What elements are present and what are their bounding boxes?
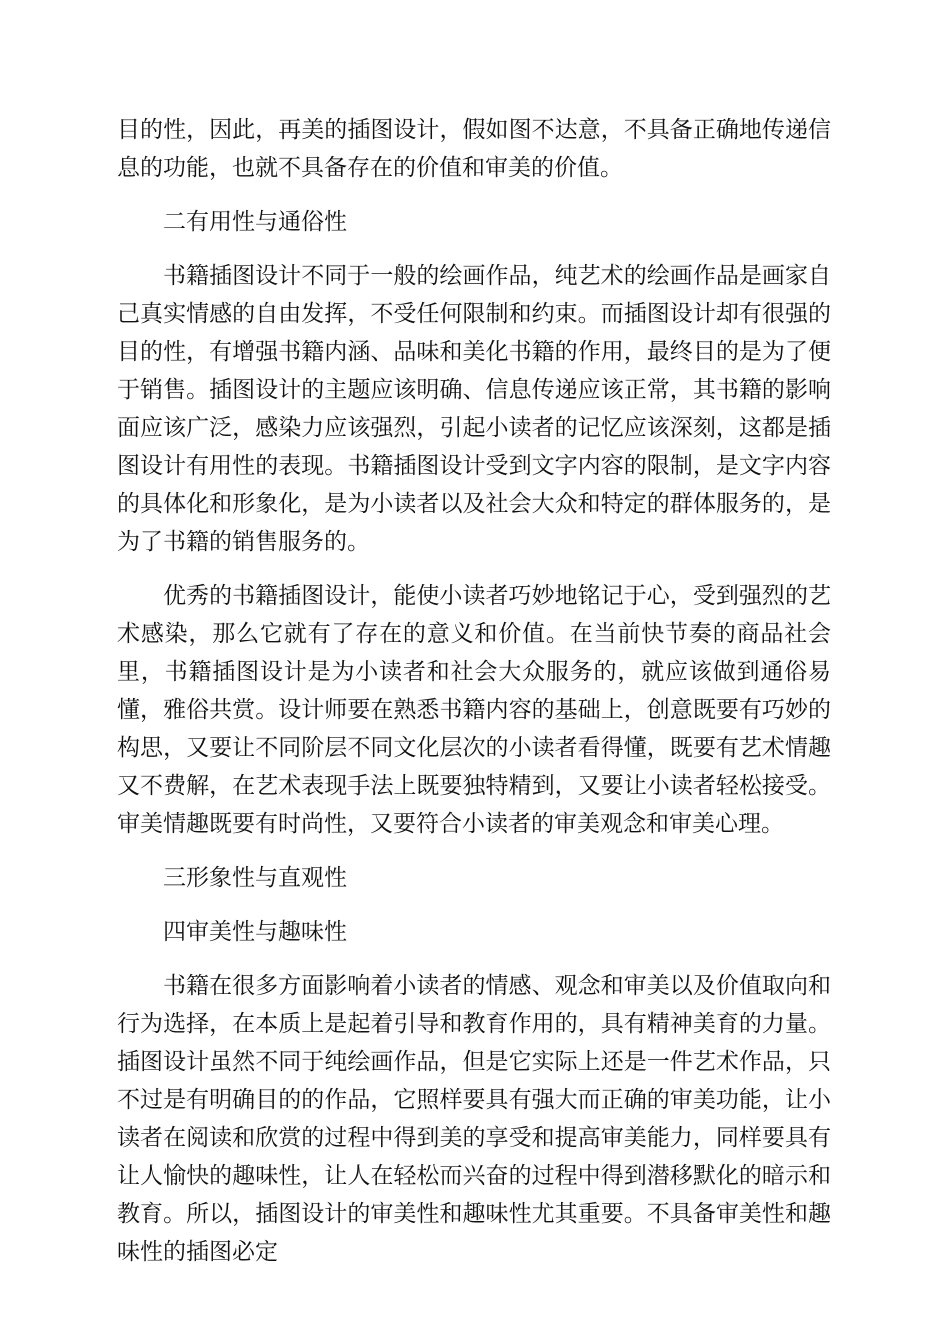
paragraph-usefulness-2: 优秀的书籍插图设计，能使小读者巧妙地铭记于心，受到强烈的艺术感染，那么它就有了存在的意义和价值。在当前快节奏的商品社会里，书籍插图设计是为小读者和社会大众服务的，就应该做到通俗易懂，雅俗共赏。设计师要在熟悉书籍内容的基础上，创意既要有巧妙的构思，又要让不同阶层不同文化层次的小读者看得懂，既要有艺术情趣又不费解，在艺术表现手法上既要独特精到，又要让小读者轻松接受。审美情趣既要有时尚性，又要符合小读者的审美观念和审美心理。 (117, 583, 831, 837)
paragraph-aesthetics-1: 书籍在很多方面影响着小读者的情感、观念和审美以及价值取向和行为选择，在本质上是起着引导和教育作用的，具有精神美育的力量。插图设计虽然不同于纯绘画作品，但是它实际上还是一件艺术作品，只不过是有明确目的的作品，它照样要具有强大而正确的审美功能，让小读者在阅读和欣赏的过程中得到美的享受和提高审美能力，同样要具有让人愉快的趣味性，让人在轻松而兴奋的过程中得到潜移默化的暗示和教育。所以，插图设计的审美性和趣味性尤其重要。不具备审美性和趣味性的插图必定 (117, 973, 831, 1265)
paragraph-usefulness-1: 书籍插图设计不同于一般的绘画作品，纯艺术的绘画作品是画家自己真实情感的自由发挥，不受任何限制和约束。而插图设计却有很强的目的性，有增强书籍内涵、品味和美化书籍的作用，最终目的是为了便于销售。插图设计的主题应该明确、信息传递应该正常，其书籍的影响面应该广泛，感染力应该强烈，引起小读者的记忆应该深刻，这都是插图设计有用性的表现。书籍插图设计受到文字内容的限制，是文字内容的具体化和形象化，是为小读者以及社会大众和特定的群体服务的，是为了书籍的销售服务的。 (117, 263, 831, 555)
paragraph-continuation: 目的性，因此，再美的插图设计，假如图不达意，不具备正确地传递信息的功能，也就不具备存在的价值和审美的价值。 (117, 117, 831, 181)
section-heading-imagery: 三形象性与直观性 (163, 865, 347, 891)
section-heading-aesthetics: 四审美性与趣味性 (163, 919, 347, 945)
section-heading-usefulness: 二有用性与通俗性 (163, 209, 347, 235)
document-page (117, 111, 831, 1287)
